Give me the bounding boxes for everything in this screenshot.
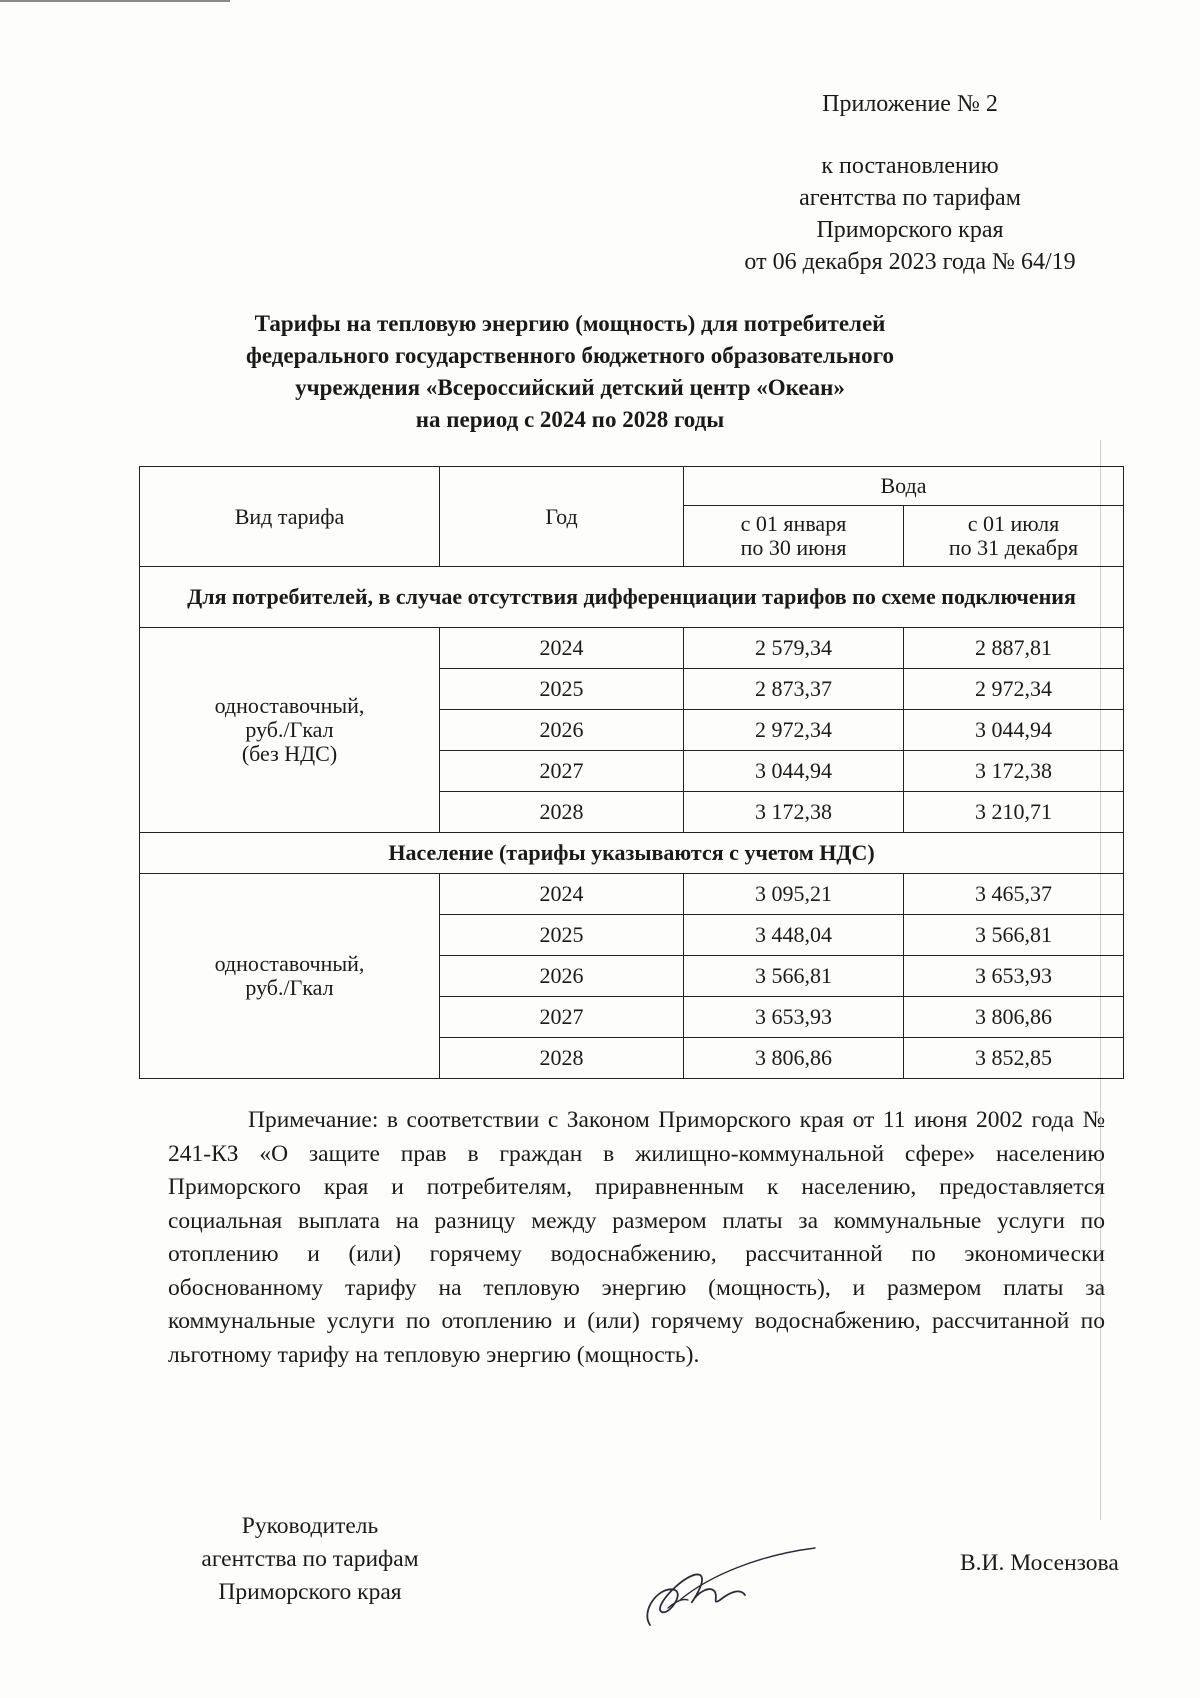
scan-edge-line [0, 0, 230, 2]
tariff-vat-line: (без НДС) [241, 741, 338, 766]
value-cell: 3 044,94 [684, 751, 904, 792]
appendix-header [720, 88, 1100, 278]
value-cell: 3 465,37 [904, 874, 1124, 915]
header-first-half-line1: с 01 января [740, 511, 847, 536]
value-cell: 3 566,81 [904, 915, 1124, 956]
signatory-line: агентства по тарифам [201, 1546, 419, 1572]
title-line: федерального государственного бюджетного образовательного [245, 343, 895, 368]
year-cell: 2024 [440, 628, 684, 669]
year-cell: 2026 [440, 710, 684, 751]
year-cell: 2025 [440, 915, 684, 956]
tariff-type-line: одноставочный, [214, 951, 365, 976]
value-cell: 3 095,21 [684, 874, 904, 915]
value-cell: 3 044,94 [904, 710, 1124, 751]
appendix-date: от 06 декабря 2023 года № 64/19 [744, 249, 1076, 275]
appendix-line: к постановлению [821, 153, 999, 179]
tariff-type-line: одноставочный, [214, 693, 365, 718]
header-tariff-type: Вид тарифа [140, 467, 440, 567]
value-cell: 3 852,85 [904, 1038, 1124, 1079]
value-cell: 3 210,71 [904, 792, 1124, 833]
section-heading-row [140, 567, 1124, 628]
document-title [150, 308, 990, 436]
value-cell: 2 972,34 [684, 710, 904, 751]
value-cell: 3 653,93 [904, 956, 1124, 997]
table-header-row [140, 467, 1124, 506]
header-water: Вода [684, 467, 1124, 506]
value-cell: 2 887,81 [904, 628, 1124, 669]
header-second-half [904, 506, 1124, 567]
signatory-line: Руководитель [241, 1513, 379, 1539]
year-cell: 2027 [440, 997, 684, 1038]
value-cell: 2 579,34 [684, 628, 904, 669]
header-second-half-line2: по 31 декабря [948, 535, 1079, 560]
value-cell: 3 172,38 [904, 751, 1124, 792]
section-heading-row [140, 833, 1124, 874]
signatory-title [160, 1510, 460, 1609]
table-row [140, 628, 1124, 669]
appendix-number: Приложение № 2 [822, 91, 998, 117]
note-paragraph [168, 1104, 1105, 1372]
tariff-type-cell [140, 874, 440, 1079]
header-second-half-line1: с 01 июля [967, 511, 1060, 536]
year-cell: 2024 [440, 874, 684, 915]
note-text: Примечание: в соответствии с Законом Приморского края от 11 июня 2002 года № 241-КЗ «О защите прав в граждан в жилищно-коммунальной сфере» населению Приморского края и потребителям, приравненным к населению, предоставляется социальная выплата на разницу между размером платы за коммунальные услуги по отоплению и (или) горячему водоснабжению, рассчитанной по экономически обоснованному тарифу на тепловую энергию (мощность), и размером платы за коммунальные услуги по отоплению и (или) горячему водоснабжению, рассчитанной по льготному тарифу на тепловую энергию (мощность). [168, 1107, 1105, 1368]
header-first-half-line2: по 30 июня [740, 535, 847, 560]
appendix-line: агентства по тарифам [799, 185, 1021, 211]
handwritten-signature [630, 1530, 830, 1640]
header-first-half [684, 506, 904, 567]
table-row [140, 874, 1124, 915]
title-line: Тарифы на тепловую энергию (мощность) для потребителей [254, 311, 886, 336]
signatory-name: В.И. Мосензова [960, 1550, 1119, 1576]
year-cell: 2028 [440, 1038, 684, 1079]
section-heading: Население (тарифы указываются с учетом НДС) [140, 833, 1124, 874]
value-cell: 3 653,93 [684, 997, 904, 1038]
year-cell: 2027 [440, 751, 684, 792]
tariff-type-cell [140, 628, 440, 833]
header-year: Год [440, 467, 684, 567]
value-cell: 3 806,86 [904, 997, 1124, 1038]
year-cell: 2026 [440, 956, 684, 997]
appendix-line: Приморского края [816, 217, 1004, 243]
tariff-table [139, 466, 1124, 1079]
title-line: учреждения «Всероссийский детский центр «Океан» [295, 375, 845, 400]
value-cell: 3 806,86 [684, 1038, 904, 1079]
year-cell: 2028 [440, 792, 684, 833]
value-cell: 3 448,04 [684, 915, 904, 956]
year-cell: 2025 [440, 669, 684, 710]
signatory-line: Приморского края [218, 1579, 402, 1605]
value-cell: 3 172,38 [684, 792, 904, 833]
value-cell: 3 566,81 [684, 956, 904, 997]
value-cell: 2 873,37 [684, 669, 904, 710]
value-cell: 2 972,34 [904, 669, 1124, 710]
section-heading: Для потребителей, в случае отсутствия дифференциации тарифов по схеме подключения [140, 567, 1124, 628]
tariff-unit-line: руб./Гкал [245, 717, 334, 742]
tariff-unit-line: руб./Гкал [245, 975, 334, 1000]
title-line: на период с 2024 по 2028 годы [415, 407, 725, 432]
